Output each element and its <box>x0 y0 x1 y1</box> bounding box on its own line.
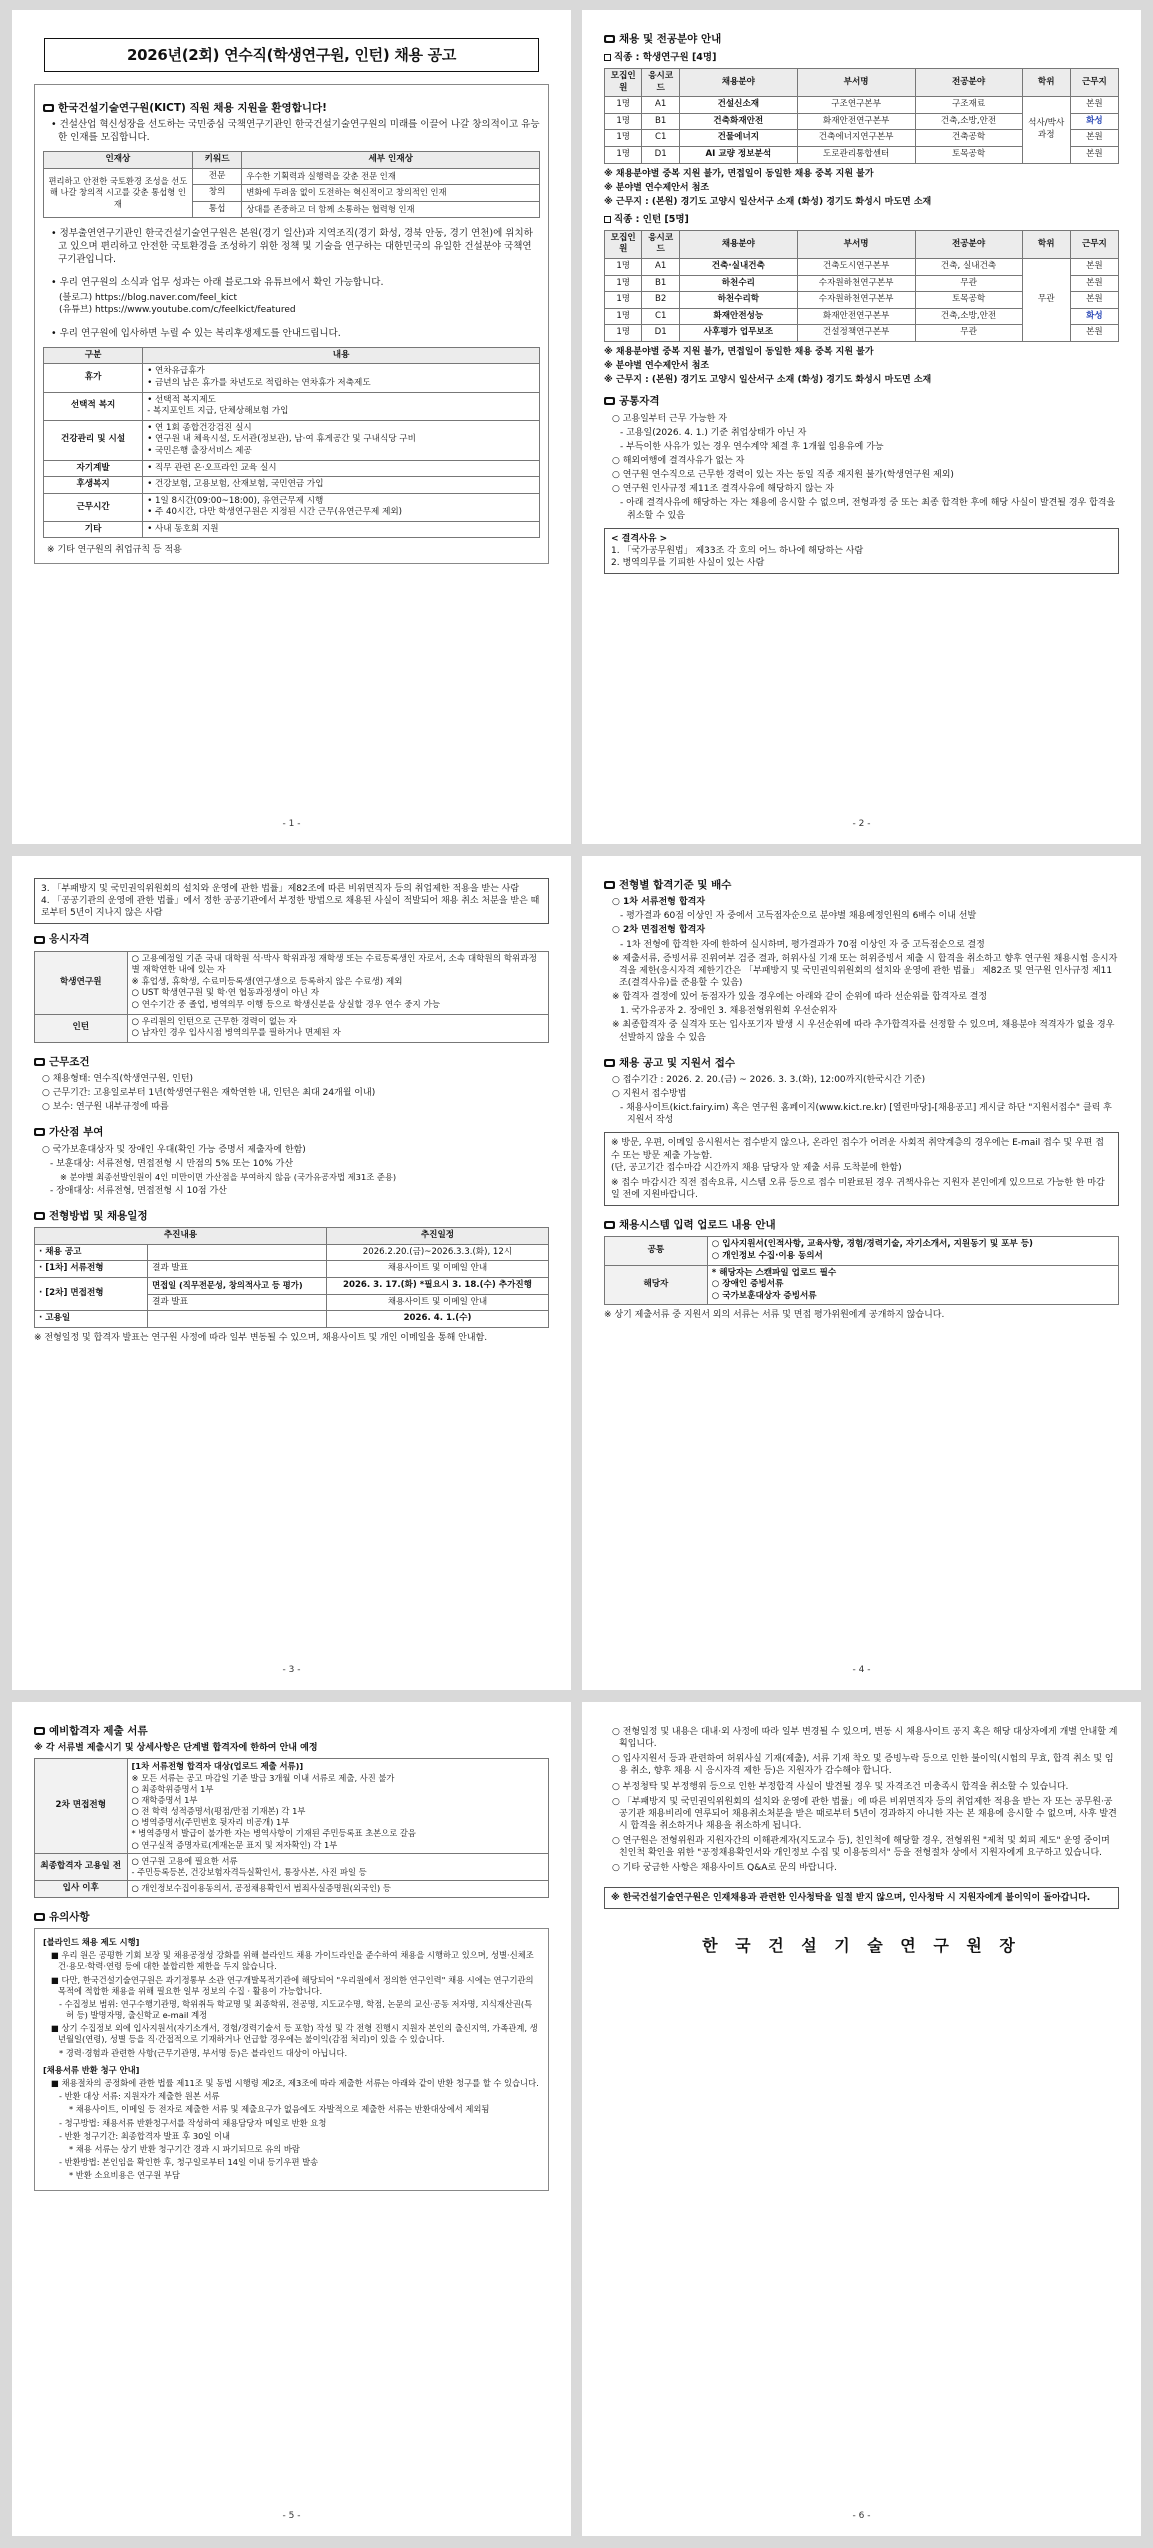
apply-list: ○ 접수기간 : 2026. 2. 20.(금) ~ 2026. 3. 3.(화), 12:00까지(한국시간 기준) ○ 지원서 접수방법 - 채용사이트(kict.fairy.im) 혹은 연구원 홈페이지(www.kict.re.kr) [열린마당]-[채용공고] 게시글 하단 "지원서접수" 클릭 후 지원서 작성 <box>612 1074 1112 1126</box>
welfare-key: 선택적 복지 <box>44 392 143 420</box>
welcome-text: • 건설산업 혁신성장을 선도하는 국민중심 국책연구기관인 한국건설기술연구원의 미래를 이끌어 나갈 창의적이고 유능한 인재를 모집합니다. <box>51 119 540 144</box>
grad-degree: 석사/박사과정 <box>1022 97 1070 163</box>
welcome-heading: 한국건설기술연구원(KICT) 직원 채용 지원을 환영합니다! <box>43 101 540 115</box>
warnings-frame: [블라인드 채용 제도 시행] ■ 우리 원은 공평한 기회 보장 및 채용공정성 강화를 위해 블라인드 채용 가이드라인을 준수하여 채용을 시행하고 있으며, 성별·신체조건·용모·학력·연령 등에 대한 불합리한 제한을 두지 않습니다. ■ 다만, 한국건설기술연구원은 과기정통부 소관 연구개발목적기관에 해당되어 "우리원에서 정의한 연구인력" 채용 시에는 연구기관의 목적에 적합한 채용을 위해 필요한 일부 정보의 수집 · 활용이 가능합니다. - 수집정보 범위: 연구수행기관명, 학위취득 학교명 및 최종학위, 전공명, 지도교수명, 학점, 논문의 교신·공동 저자명, 지식재산권(특허 등) 발명자명, 출신학교 e-mail 계정 ■ 상기 수집정보 외에 입사지원서(자기소개서, 경험/경력기술서 등 포함) 작성 및 각 전형 진행시 지원자 본인의 출신지역, 가족관계, 생년월일(연령), 성별 등을 직·간접적으로 기재하거나 언급할 경우에는 불이익(감점 처리)이 있을 수 있습니다. * 경력·경험과 관련한 사항(근무기관명, 부서명 등)은 블라인드 대상이 아닙니다. [채용서류 반환 청구 안내] ■ 채용절차의 공정화에 관한 법률 제11조 및 동법 시행령 제2조, 제3조에 따라 제출한 서류는 아래와 같이 반환 청구를 할 수 있습니다. - 반환 대상 서류: 지원자가 제출한 원본 서류 * 채용사이트, 이메일 등 전자로 제출한 서류 및 제출요구가 없음에도 자발적으로 제출한 서류는 반환대상에서 제외됨 - 청구방법: 채용서류 반환청구서를 작성하여 채용담당자 메일로 반환 요청 - 반환 청구기간: 최종합격자 발표 후 30일 이내 * 채용 서류는 상기 반환 청구기간 경과 시 파기되므로 유의 바람 - 반환방법: 본인임을 확인한 후, 청구일로부터 14일 이내 등기우편 발송 * 반환 소요비용은 연구원 부담 <box>34 1928 549 2191</box>
page-number: - 5 - <box>282 2510 301 2521</box>
grad-notes: ※ 채용분야별 중복 지원 불가, 면접일이 동일한 채용 중복 지원 불가 ※ 분야별 연수제안서 첨조 ※ 근무지 : (본원) 경기도 고양시 일산서구 소재 (화성) 경기도 화성시 마도면 소재 <box>604 168 932 207</box>
section-icon <box>604 397 615 405</box>
welfare-val: • 1일 8시간(09:00~18:00), 유연근무제 시행 • 주 40시간, 다만 학생연구원은 지정된 시간 근무(유연근무제 제외) <box>143 493 540 521</box>
youtube-link[interactable]: (유튜브) https://www.youtube.com/c/feelkict/featured <box>59 304 296 315</box>
sub-grad: 직종 : 학생연구원 [4명] <box>604 52 1119 65</box>
section-work: 근무조건 <box>34 1055 549 1069</box>
section-icon <box>34 936 45 944</box>
schedule-table: 추진내용 추진일정 · 채용 공고 2026.2.20.(금)~2026.3.3.(화), 12시 · [1차] 서류전형 결과 발표 채용사이트 및 이메일 안내 · [2차] 면접전형 면접일 (직무전문성, 창의적사고 등 평가) 2026. 3. 17.(화) *필요시 3. 18.(수) 추가진행 결과 발표 채용사이트 및 이메일 안내 · 고용일 2026. 4. 1.(수) <box>34 1227 549 1328</box>
table-row: 1명 A1 건설신소재 구조연구본부 구조재료 석사/박사과정 본원 <box>605 97 1119 114</box>
documents-note: ※ 각 서류별 제출시기 및 상세사항은 단계별 합격자에 한하여 안내 예정 <box>34 1743 318 1754</box>
section-fields: 채용 및 전공분야 안내 <box>604 32 1119 46</box>
section-documents: 예비합격자 제출 서류 <box>34 1724 549 1738</box>
table-row: 1명 B1 하천수리 수자원하천연구본부 무관 본원 <box>605 275 1119 292</box>
page-5 <box>12 1702 571 2536</box>
section-icon <box>34 1913 45 1921</box>
final-notes: ○ 전형일정 및 내용은 대내·외 사정에 따라 일부 변경될 수 있으며, 변동 시 채용사이트 공지 혹은 해당 대상자에게 개별 안내할 계획입니다. ○ 입사지원서 등과 관련하여 허위사실 기재(제출), 서류 기재 착오 및 증빙누락 등으로 인한 불이익(시험의 무효, 합격 취소 및 임용 취소, 향후 채용 시 응시자격 제한 등)은 지원자가 감수해야 합니다. ○ 부정청탁 및 부정행위 등으로 인한 부정합격 사실이 발견될 경우 및 자격조건 미충족시 합격을 취소할 수 있습니다. ○ 「부패방지 및 국민권익위원회의 설치와 운영에 관한 법률」에 따른 비위면직자 등의 취업제한 적용을 받는 자 또는 공무원·공공기관 채용비리에 연루되어 채용취소처분을 받은 때로부터 5년이 경과하지 아니한 자는 본 채용에 응시할 수 없으며, 사후 발견 시 합격을 취소하거나 채용을 취소하게 됩니다. ○ 연구원은 전형위원과 지원자간의 이해관계자(지도교수 등), 친인척에 해당할 경우, 전형위원 "제척 및 회피 제도" 운영 중이며 친인척 확인을 위한 "공정채용확인서와 개인정보 수집 및 이용동의서" 등을 전형절차 상에서 지원자에게 요구하고 있습니다. ○ 기타 궁금한 사항은 채용사이트 Q&A로 문의 바랍니다. <box>612 1727 1118 1874</box>
section-icon <box>604 35 615 43</box>
section-qualification: 응시자격 <box>34 932 549 946</box>
kw-1: 전문 <box>192 168 242 185</box>
intro-2: • 우리 연구원의 소식과 업무 성과는 아래 블로그와 유튜브에서 확인 가능합니다. <box>51 276 384 288</box>
page-4 <box>582 856 1141 1690</box>
welfare-val: • 연 1회 종합건강검진 실시 • 연구원 내 체육시설, 도서관(정보관), 남·여 휴게공간 및 구내식당 구비 • 국민은행 출장서비스 제공 <box>143 420 540 460</box>
th-keyword: 키워드 <box>192 152 242 169</box>
th-welfare-cat: 구분 <box>44 347 143 364</box>
table-row: 1명 D1 AI 교량 정보분석 도로관리통합센터 토목공학 본원 <box>605 146 1119 163</box>
welfare-val: • 선택적 복지제도 - 복지포인트 지급, 단체상해보험 가입 <box>143 392 540 420</box>
page-1 <box>12 10 571 844</box>
intern-notes: ※ 채용분야별 중복 지원 불가, 면접일이 동일한 채용 중복 지원 불가 ※ 분야별 연수제안서 첨조 ※ 근무지 : (본원) 경기도 고양시 일산서구 소재 (화성) 경기도 화성시 마도면 소재 <box>604 346 932 386</box>
table-row: 1명 C1 건물에너지 건축에너지연구본부 건축공학 본원 <box>605 130 1119 147</box>
section-pass: 전형별 합격기준 및 배수 <box>604 878 1119 892</box>
th-detail: 세부 인재상 <box>242 152 540 169</box>
intro-3: • 우리 연구원에 입사하면 누릴 수 있는 복리후생제도를 안내드립니다. <box>51 327 341 339</box>
page-number: - 4 - <box>852 1664 871 1675</box>
page-title: 2026년(2회) 연수직(학생연구원, 인턴) 채용 공고 <box>44 38 539 72</box>
welfare-val: • 직무 관련 온·오프라인 교육 실시 <box>143 460 540 477</box>
page-3 <box>12 856 571 1690</box>
disqualification-cont: 3. 「부패방지 및 국민권익위원회의 설치와 운영에 관한 법률」제82조에 따른 비위면직자 등의 취업제한 적용을 받는 사람 4. 「공공기관의 운영에 관한 법률」에서 정한 공공기관에서 부정한 방법으로 채용된 사실이 적발되어 채용 취소 처분을 받은 때로부터 5년이 지나지 않은 사람 <box>34 878 549 924</box>
th-talent: 인재상 <box>44 152 193 169</box>
th-field: 채용분야 <box>679 68 797 96</box>
upload-note: ※ 상기 제출서류 중 지원서 외의 서류는 서류 및 면접 평가위원에게 공개하지 않습니다. <box>604 1310 945 1321</box>
blog-link[interactable]: (블로그) https://blog.naver.com/feel_kict <box>59 292 238 303</box>
documents-table: 2차 면접전형 [1차 서류전형 합격자 대상(업로드 제출 서류)] ※ 모든 서류는 공고 마감일 기준 발급 3개월 이내 서류로 제출, 사진 불가 ○ 최종학위증명서 1부 ○ 재학증명서 1부 ○ 전 학력 성적증명서(평점/만점 기재본) 각 1부 ○ 병역증명서(주민번호 뒷자리 비공개) 1부 * 병역증명서 발급이 불가한 자는 병역사항이 기재된 주민등록표 초본으로 갈음 ○ 연구실적 증명자료(게재논문 표지 및 저자확인) 각 1부 최종합격자 고용일 전 ○ 연구원 고용에 필요한 서류 - 주민등록등본, 건강보험자격득실확인서, 통장사본, 사진 파일 등 입사 이후 ○ 개인정보수집이용동의서, 공정채용확인서 범죄사실증명원(외국인) 등 <box>34 1758 549 1897</box>
table-row: 1명 B1 건축화재안전 화재안전연구본부 건축,소방,안전 화성 <box>605 113 1119 130</box>
welfare-val: • 연차유급휴가 • 금년의 남은 휴가를 차년도로 적립하는 연차휴가 저축제도 <box>143 364 540 392</box>
th-count: 모집인원 <box>605 68 642 96</box>
page-number: - 1 - <box>282 818 301 829</box>
welfare-table <box>43 347 540 539</box>
welfare-val: • 건강보험, 고용보험, 산재보험, 국민연금 가입 <box>143 477 540 494</box>
sub-intern: 직종 : 인턴 [5명] <box>604 214 1119 227</box>
kw-3: 통섭 <box>192 201 242 218</box>
welfare-key: 자기계발 <box>44 460 143 477</box>
section-upload: 채용시스템 입력 업로드 내용 안내 <box>604 1218 1119 1232</box>
section-icon <box>604 1221 615 1229</box>
signature: 한 국 건 설 기 술 연 구 원 장 <box>702 1935 1021 1955</box>
solicitation-box: ※ 한국건설기술연구원은 인재채용과 관련한 인사청탁을 일절 받지 않으며, 인사청탁 시 지원자에게 불이익이 돌아갑니다. <box>604 1887 1119 1909</box>
welcome-frame <box>34 84 549 563</box>
section-icon <box>34 1727 45 1735</box>
table-row: 1명 D1 사후평가 업무보조 건설정책연구본부 무관 본원 <box>605 325 1119 342</box>
th-welfare-content: 내용 <box>143 347 540 364</box>
section-apply: 채용 공고 및 지원서 접수 <box>604 1056 1119 1070</box>
welfare-val: • 사내 동호회 지원 <box>143 521 540 538</box>
section-icon <box>34 1058 45 1066</box>
th-location: 근무지 <box>1070 68 1118 96</box>
section-common: 공통자격 <box>604 394 1119 408</box>
common-list: ○ 고용일부터 근무 가능한 자 - 고용일(2026. 4. 1.) 기준 취업상태가 아닌 자 - 부득이한 사유가 있는 경우 연수계약 체결 후 1개월 임용유예 가능 ○ 해외여행에 결격사유가 없는 자 ○ 연구원 연수직으로 근무한 경력이 있는 자는 동일 직종 재지원 불가(학생연구원 제외) ○ 연구원 인사규정 제11조 결격사유에 해당하지 않는 자 - 아래 결격사유에 해당하는 자는 채용에 응시할 수 없으며, 전형과정 중 또는 최종 합격한 후에 해당 사실이 발견될 경우 합격을 취소할 수 있음 <box>612 413 1116 521</box>
talent-left: 편리하고 안전한 국토환경 조성을 선도해 나갈 창의적 시고를 갖춘 통섭형 인재 <box>44 168 193 218</box>
section-icon <box>604 1059 615 1067</box>
th-code: 응시코드 <box>642 68 679 96</box>
apply-notice-box: ※ 방문, 우편, 이메일 응시원서는 접수받지 않으나, 온라인 접수가 어려운 사회적 취약계층의 경우에는 E-mail 접수 및 우편 접수 또는 방문 제출 가능함. (단, 공고기간 접수마감 시간까지 채용 담당자 앞 제출 서류 도착분에 한함) ※ 접수 마감시간 직전 접속요류, 시스템 오류 등으로 접수 미완료된 경우 귀책사유는 지원자 본인에게 있으므로 가능한 한 마감일 전에 지원바랍니다. <box>604 1132 1119 1206</box>
section-icon <box>43 104 54 112</box>
intern-degree: 무관 <box>1022 258 1070 341</box>
th-degree: 학위 <box>1022 68 1070 96</box>
disqualification-box: < 결격사유 > 1. 「국가공무원법」 제33조 각 호의 어느 하나에 해당하는 사람 2. 병역의무를 기피한 사실이 있는 사람 <box>604 528 1119 574</box>
table-row: 1명 C1 화재안전성능 화재안전연구본부 건축,소방,안전 화성 <box>605 308 1119 325</box>
th-dept: 부서명 <box>797 68 915 96</box>
talent-table <box>43 151 540 218</box>
welfare-key: 근무시간 <box>44 493 143 521</box>
kw-desc-2: 변화에 두려움 없이 도전하는 혁신적이고 창의적인 인재 <box>242 185 540 202</box>
section-icon <box>34 1128 45 1136</box>
kw-2: 창의 <box>192 185 242 202</box>
page-number: - 2 - <box>852 818 871 829</box>
intern-table: 모집인원 응시코드 채용분야 부서명 전공분야 학위 근무지 1명 A1 건축·실내건축 건축도시연구본부 건축, 실내건축 무관 본원 1명 B1 하천수리 수자원하천연구본부 무관 본원 1명 B2 하천수리학 수자원하천연구본부 토목공학 본원 1명 C1 화재안전성능 화재안전연구본부 건축,소방,안전 화성 1명 D1 사후평가 업무보조 건설정책연구본부 무관 본원 <box>604 230 1119 342</box>
table-row: 1명 A1 건축·실내건축 건축도시연구본부 건축, 실내건축 무관 본원 <box>605 258 1119 275</box>
welfare-key: 건강관리 및 시설 <box>44 420 143 460</box>
section-warnings: 유의사항 <box>34 1910 549 1924</box>
section-icon <box>604 881 615 889</box>
kw-desc-3: 상대를 존중하고 더 함께 소통하는 협력형 인재 <box>242 201 540 218</box>
table-row: 1명 B2 하천수리학 수자원하천연구본부 토목공학 본원 <box>605 292 1119 309</box>
welfare-key: 후생복지 <box>44 477 143 494</box>
section-bonus: 가산점 부여 <box>34 1125 549 1139</box>
section-icon <box>34 1212 45 1220</box>
page-number: - 3 - <box>282 1664 301 1675</box>
intro-1: • 정부출연연구기관인 한국건설기술연구원은 본원(경기 일산)과 지역조직(경기 화성, 경북 안동, 경기 연천)에 위치하고 있으며 편리하고 안전한 국토환경을 조성하기 위한 정책 및 기술을 연구하는 대한민국의 유일한 건설분야 국책연구기관입니다. <box>51 228 533 266</box>
pass-list: ○ 1차 서류전형 합격자 - 평가결과 60점 이상인 자 중에서 고득점자순으로 분야별 채용예정인원의 6배수 이내 선발 ○ 2차 면접전형 합격자 - 1차 전형에 합격한 자에 한하여 실시하며, 평가결과가 70점 이상인 자 중 고득점순으로 결정 ※ 제출서류, 증빙서류 진위여부 검증 결과, 허위사실 기재 또는 허위증빙서 제출 시 합격을 취소하고 향후 연구원 채용시험 응시자격을 제한(응시자격 제한기간은 「부패방지 및 국민권익위원회의 설치와 운영에 관한 법률」 제82조 및 연구원 인사규정 제11조(결격사유)를 준용할 수 있음) ※ 합격자 결정에 있어 동점자가 있을 경우에는 아래와 같이 순위에 따라 선순위를 합격자로 결정 1. 국가유공자 2. 장애인 3. 채용전형위원회 우선순위자 ※ 최종합격자 중 실격자 또는 입사포기자 발생 시 우선순위에 따라 추가합격자를 선정할 수 있으며, 채용분야 적격자가 없을 경우 선발하지 않을 수 있음 <box>612 897 1118 1043</box>
grad-table <box>604 68 1119 164</box>
th-major: 전공분야 <box>915 68 1022 96</box>
welfare-key: 기타 <box>44 521 143 538</box>
page-2 <box>582 10 1141 844</box>
kw-desc-1: 우수한 기획력과 실행력을 갖춘 전문 인재 <box>242 168 540 185</box>
qualification-table: 학생연구원 ○ 고용예정일 기준 국내 대학원 석·박사 학위과정 재학생 또는 수료등록생인 자로서, 소속 대학원의 학위과정별 재학연한 내에 있는 자 ※ 휴업생, 휴학생, 수료미등록생(연구생으로 등록하지 않은 수료생) 제외 ○ UST 학생연구원 및 학·연 협동과정생이 아닌 자 ○ 연수기간 중 졸업, 병역의무 이행 등으로 학생신분을 상실할 경우 연수 중지 가능 인턴 ○ 우리원의 인턴으로 근무한 경력이 없는 자 ○ 남자인 경우 입사시점 병역의무를 필하거나 면제된 자 <box>34 951 549 1043</box>
welfare-key: 휴가 <box>44 364 143 392</box>
welfare-foot: ※ 기타 연구원의 취업규칙 등 적용 <box>47 545 182 556</box>
upload-table: 공통 ○ 입사지원서(인적사항, 교육사항, 경험/경력기술, 자기소개서, 지원동기 및 포부 등) ○ 개인정보 수집·이용 동의서 해당자 * 해당자는 스캔파일 업로드 필수 ○ 장애인 증빙서류 ○ 국가보훈대상자 증빙서류 <box>604 1236 1119 1305</box>
bonus-list: ○ 국가보훈대상자 및 장애인 우대(확인 가능 증명서 제출자에 한함) - 보훈대상: 서류전형, 면접전형 시 만점의 5% 또는 10% 가산 ※ 분야별 최종선발인원이 4인 미만이면 가산점을 부여하지 않음 (국가유공자법 제31조 준용) - 장애대상: 서류전형, 면접전형 시 10점 가산 <box>42 1144 397 1196</box>
work-list: ○ 채용형태: 연수직(학생연구원, 인턴) ○ 근무기간: 고용일로부터 1년(학생연구원은 재학연한 내, 인턴은 최대 24개월 이내) ○ 보수: 연구원 내부규정에 따름 <box>42 1073 376 1113</box>
page-number: - 6 - <box>852 2510 871 2521</box>
page-6 <box>582 1702 1141 2536</box>
section-schedule: 전형방법 및 채용일정 <box>34 1209 549 1223</box>
schedule-note: ※ 전형일정 및 합격자 발표는 연구원 사정에 따라 일부 변동될 수 있으며, 채용사이트 및 개인 이메일을 통해 안내함. <box>34 1332 488 1343</box>
